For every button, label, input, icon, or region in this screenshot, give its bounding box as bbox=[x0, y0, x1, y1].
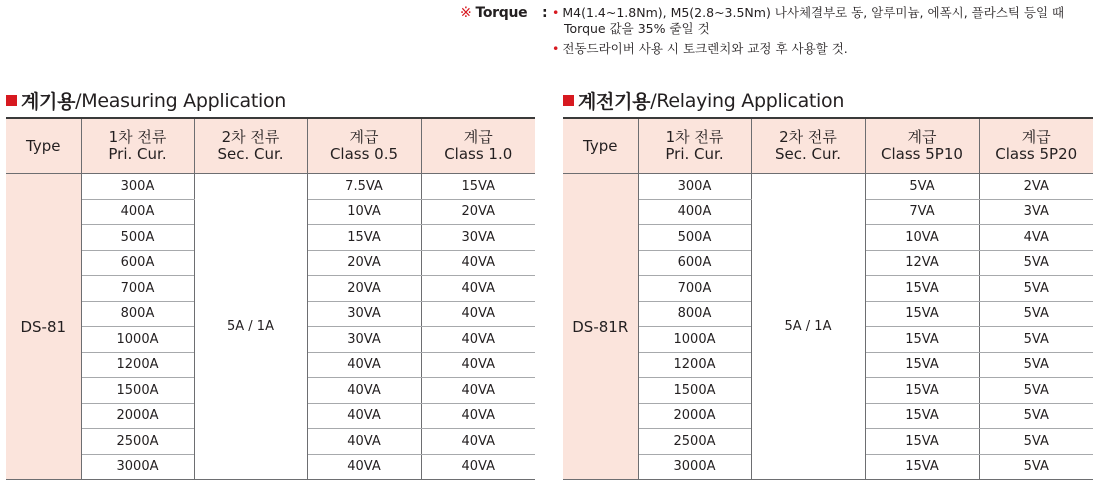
class-2-cell: 5VA bbox=[979, 454, 1093, 480]
class-2-cell: 40VA bbox=[421, 378, 535, 404]
class-2-cell: 5VA bbox=[979, 352, 1093, 378]
relaying-section-title: 계전기용 /Relaying Application bbox=[563, 87, 844, 114]
class-2-cell: 5VA bbox=[979, 276, 1093, 302]
class-2-cell: 2VA bbox=[979, 174, 1093, 200]
class-1-cell: 20VA bbox=[307, 250, 421, 276]
class-1-cell: 15VA bbox=[865, 403, 979, 429]
class-2-cell: 40VA bbox=[421, 352, 535, 378]
header-row bbox=[563, 118, 1093, 174]
primary-current-cell: 3000A bbox=[638, 454, 751, 480]
primary-current-cell: 1500A bbox=[81, 378, 194, 404]
torque-label: ※ Torque bbox=[460, 5, 528, 21]
header-primary-current: 1차 전류 Pri. Cur. bbox=[638, 118, 751, 174]
torque-note-1: • M4(1.4~1.8Nm), M5(2.8~3.5Nm) 나사체결부로 동, 알루미늄, 에폭시, 플라스틱 등일 때 bbox=[552, 5, 1065, 20]
class-1-cell: 15VA bbox=[865, 454, 979, 480]
class-2-cell: 40VA bbox=[421, 301, 535, 327]
primary-current-cell: 500A bbox=[638, 225, 751, 251]
class-1-cell: 15VA bbox=[865, 378, 979, 404]
class-1-cell: 10VA bbox=[865, 225, 979, 251]
header-class-2: 계급 Class 1.0 bbox=[421, 118, 535, 174]
reference-mark: ※ bbox=[460, 5, 472, 21]
class-1-cell: 7.5VA bbox=[307, 174, 421, 200]
primary-current-cell: 2500A bbox=[81, 429, 194, 455]
primary-current-cell: 600A bbox=[81, 250, 194, 276]
header-secondary-current: 2차 전류 Sec. Cur. bbox=[751, 118, 865, 174]
class-1-cell: 7VA bbox=[865, 199, 979, 225]
class-2-cell: 3VA bbox=[979, 199, 1093, 225]
header-type: Type bbox=[563, 118, 638, 174]
header-secondary-current: 2차 전류 Sec. Cur. bbox=[194, 118, 307, 174]
class-1-cell: 15VA bbox=[865, 429, 979, 455]
class-2-cell: 30VA bbox=[421, 225, 535, 251]
header-primary-current: 1차 전류 Pri. Cur. bbox=[81, 118, 194, 174]
secondary-current-cell: 5A / 1A bbox=[751, 174, 865, 480]
class-2-cell: 40VA bbox=[421, 403, 535, 429]
header-type: Type bbox=[6, 118, 81, 174]
class-1-cell: 15VA bbox=[307, 225, 421, 251]
class-1-cell: 40VA bbox=[307, 403, 421, 429]
bullet-icon: • bbox=[552, 41, 560, 56]
primary-current-cell: 300A bbox=[638, 174, 751, 200]
primary-current-cell: 2000A bbox=[638, 403, 751, 429]
measuring-section-title: 계기용 /Measuring Application bbox=[6, 87, 286, 114]
primary-current-cell: 2500A bbox=[638, 429, 751, 455]
measuring-table bbox=[6, 117, 535, 480]
primary-current-cell: 700A bbox=[81, 276, 194, 302]
class-2-cell: 20VA bbox=[421, 199, 535, 225]
class-1-cell: 15VA bbox=[865, 352, 979, 378]
primary-current-cell: 800A bbox=[81, 301, 194, 327]
class-1-cell: 40VA bbox=[307, 454, 421, 480]
primary-current-cell: 800A bbox=[638, 301, 751, 327]
primary-current-cell: 1200A bbox=[638, 352, 751, 378]
class-2-cell: 4VA bbox=[979, 225, 1093, 251]
class-2-cell: 40VA bbox=[421, 429, 535, 455]
primary-current-cell: 400A bbox=[638, 199, 751, 225]
class-1-cell: 15VA bbox=[865, 276, 979, 302]
primary-current-cell: 2000A bbox=[81, 403, 194, 429]
class-1-cell: 20VA bbox=[307, 276, 421, 302]
header-class-2: 계급 Class 5P20 bbox=[979, 118, 1093, 174]
class-2-cell: 5VA bbox=[979, 378, 1093, 404]
class-1-cell: 15VA bbox=[865, 327, 979, 353]
primary-current-cell: 700A bbox=[638, 276, 751, 302]
torque-note-2: • 전동드라이버 사용 시 토크렌치와 교정 후 사용할 것. bbox=[552, 41, 848, 56]
class-2-cell: 40VA bbox=[421, 454, 535, 480]
class-2-cell: 5VA bbox=[979, 250, 1093, 276]
torque-note-1-cont: Torque 값을 35% 줄일 것 bbox=[564, 21, 710, 36]
class-2-cell: 15VA bbox=[421, 174, 535, 200]
class-1-cell: 40VA bbox=[307, 352, 421, 378]
primary-current-cell: 1500A bbox=[638, 378, 751, 404]
class-2-cell: 5VA bbox=[979, 429, 1093, 455]
class-1-cell: 10VA bbox=[307, 199, 421, 225]
header-class-1: 계급 Class 5P10 bbox=[865, 118, 979, 174]
red-square-icon bbox=[6, 95, 17, 106]
type-cell: DS-81R bbox=[563, 174, 638, 480]
torque-note: ※ Torque : • M4(1.4~1.8Nm), M5(2.8~3.5Nm) 나사체결부로 동, 알루미늄, 에폭시, 플라스틱 등일 때 Torque 값을 35% 줄일 것 • 전동드라이버 사용 시 토크렌치와 교정 후 사용할 것. bbox=[460, 5, 1065, 56]
class-1-cell: 5VA bbox=[865, 174, 979, 200]
type-cell: DS-81 bbox=[6, 174, 81, 480]
table-row bbox=[6, 174, 535, 200]
class-2-cell: 40VA bbox=[421, 250, 535, 276]
primary-current-cell: 300A bbox=[81, 174, 194, 200]
class-2-cell: 40VA bbox=[421, 276, 535, 302]
class-1-cell: 40VA bbox=[307, 378, 421, 404]
class-1-cell: 30VA bbox=[307, 327, 421, 353]
class-2-cell: 5VA bbox=[979, 327, 1093, 353]
primary-current-cell: 600A bbox=[638, 250, 751, 276]
relaying-table bbox=[563, 117, 1093, 480]
class-1-cell: 40VA bbox=[307, 429, 421, 455]
table-row bbox=[563, 174, 1093, 200]
class-1-cell: 15VA bbox=[865, 301, 979, 327]
primary-current-cell: 1000A bbox=[638, 327, 751, 353]
primary-current-cell: 3000A bbox=[81, 454, 194, 480]
bullet-icon: • bbox=[552, 5, 560, 20]
red-square-icon bbox=[563, 95, 574, 106]
header-row bbox=[6, 118, 535, 174]
primary-current-cell: 1200A bbox=[81, 352, 194, 378]
header-class-1: 계급 Class 0.5 bbox=[307, 118, 421, 174]
secondary-current-cell: 5A / 1A bbox=[194, 174, 307, 480]
class-1-cell: 12VA bbox=[865, 250, 979, 276]
primary-current-cell: 1000A bbox=[81, 327, 194, 353]
class-1-cell: 30VA bbox=[307, 301, 421, 327]
class-2-cell: 5VA bbox=[979, 403, 1093, 429]
primary-current-cell: 500A bbox=[81, 225, 194, 251]
primary-current-cell: 400A bbox=[81, 199, 194, 225]
class-2-cell: 40VA bbox=[421, 327, 535, 353]
class-2-cell: 5VA bbox=[979, 301, 1093, 327]
